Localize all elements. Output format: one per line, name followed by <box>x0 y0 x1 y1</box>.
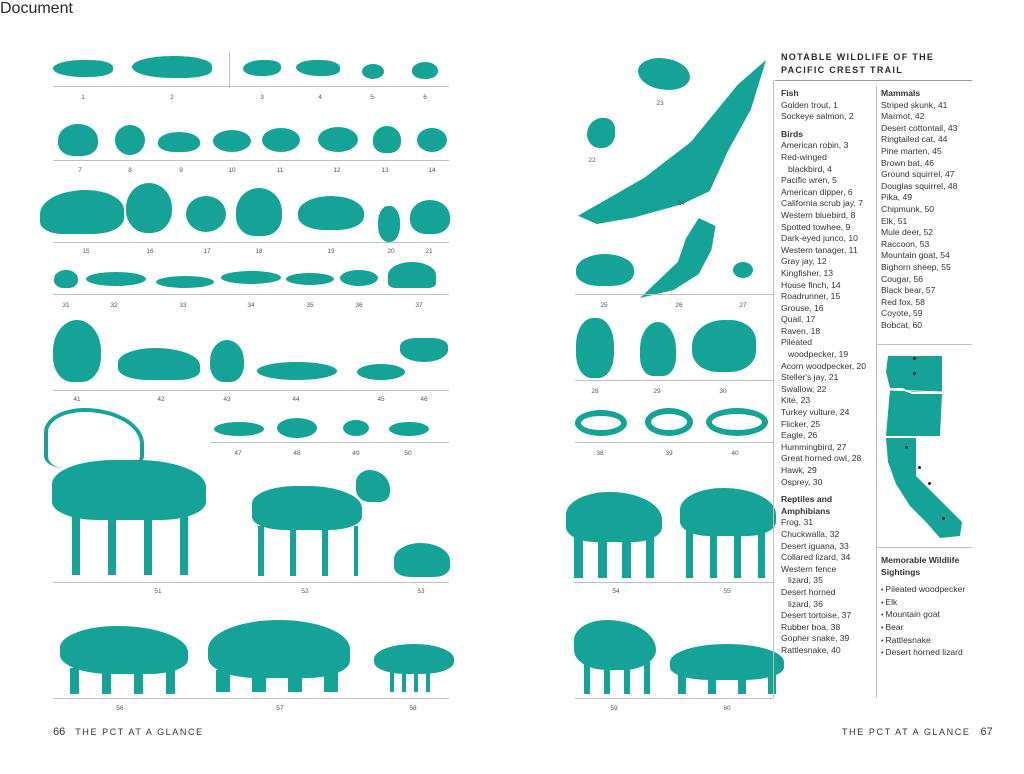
list-item: Gray jay, 12 <box>781 256 827 267</box>
list-item: Steller's jay, 21 <box>781 372 839 383</box>
page-title: NOTABLE WILDLIFE OF THE PACIFIC CREST TRAIL <box>781 52 935 75</box>
sighting-item: • Rattlesnake <box>881 635 969 648</box>
figure-number: 59 <box>610 705 618 712</box>
douglas-squirrel-silhouette <box>277 418 317 438</box>
marmot-silhouette <box>118 348 200 380</box>
tanager-silhouette <box>262 128 300 152</box>
right-page-number: 67 <box>980 726 993 738</box>
list-item: Grouse, 16 <box>781 302 824 313</box>
list-item: American dipper, 6 <box>781 186 853 197</box>
list-item: Bobcat, 60 <box>881 319 923 330</box>
elk-legs-silhouette <box>72 515 190 575</box>
right-footer <box>842 726 1003 738</box>
figure-number: 43 <box>223 396 231 403</box>
pika-silhouette <box>343 420 369 436</box>
list-item: Collared lizard, 34 <box>781 552 851 563</box>
list-item: Gopher snake, 39 <box>781 633 850 644</box>
ringtailed-cat-silhouette <box>257 362 337 380</box>
figure-number: 45 <box>377 396 385 403</box>
american-dipper-silhouette <box>412 62 438 79</box>
list-item: Coyote, 59 <box>881 308 923 319</box>
horned-lizard-silhouette <box>340 270 378 286</box>
brown-bat-silhouette <box>400 338 448 362</box>
figure-number: 27 <box>739 302 747 309</box>
figure-number: 19 <box>327 248 335 255</box>
list-item: Douglas squirrel, 48 <box>881 180 958 191</box>
birds-heading: Birds <box>781 128 803 139</box>
figure-number: 25 <box>600 302 608 309</box>
figure-number: 10 <box>228 167 236 174</box>
list-item: Pika, 49 <box>881 192 913 203</box>
figure-number: 6 <box>423 94 427 101</box>
figure-number: 18 <box>255 248 263 255</box>
list-item: House finch, 14 <box>781 279 841 290</box>
figure-number: 23 <box>656 100 664 107</box>
left-running-head: THE PCT AT A GLANCE <box>75 727 204 737</box>
figure-number: 2 <box>170 94 174 101</box>
american-robin-silhouette <box>243 60 281 76</box>
list-item: Pileated <box>781 337 813 348</box>
figure-number: 8 <box>128 167 132 174</box>
figure-number: 30 <box>719 388 727 395</box>
list-item: Western tanager, 11 <box>781 244 858 255</box>
figure-number: 55 <box>723 588 731 595</box>
figure-number: 52 <box>301 588 309 595</box>
desert-iguana-silhouette <box>156 276 214 288</box>
list-item: Eagle, 26 <box>781 430 818 441</box>
figure-number: 13 <box>381 167 389 174</box>
list-item: Acorn woodpecker, 20 <box>781 360 867 371</box>
pacific-wren-silhouette <box>362 64 384 79</box>
list-item: Black bear, 57 <box>881 285 936 296</box>
figure-number: 11 <box>276 167 284 174</box>
mule-deer-silhouette <box>252 486 362 530</box>
oregon-state <box>886 390 942 436</box>
list-item: Hummingbird, 27 <box>781 441 847 452</box>
list-item: Raccoon, 53 <box>881 238 930 249</box>
figure-number: 54 <box>612 588 620 595</box>
list-item: Desert iguana, 33 <box>781 540 849 551</box>
figure-number: 33 <box>179 302 187 309</box>
figure-number: 15 <box>82 248 90 255</box>
list-item: Quail, 17 <box>781 314 816 325</box>
ground-squirrel-silhouette <box>214 422 264 436</box>
list-item: blackbird, 4 <box>788 163 832 174</box>
list-item: lizard, 35 <box>788 575 823 586</box>
black-bear-legs-silhouette <box>216 670 340 692</box>
figure-number: 41 <box>73 396 81 403</box>
mountain-goat-silhouette <box>566 492 662 542</box>
sightings-list <box>881 584 969 660</box>
quail-silhouette <box>186 196 226 232</box>
figure-number: 49 <box>352 450 360 457</box>
list-item: Desert horned <box>781 586 836 597</box>
figure-number: 35 <box>306 302 314 309</box>
cougar-silhouette <box>60 626 188 674</box>
list-item: Bighorn sheep, 55 <box>881 261 951 272</box>
list-item: Elk, 51 <box>881 215 908 226</box>
list-item: Chipmunk, 50 <box>881 203 935 214</box>
list-item: Marmot, 42 <box>881 111 925 122</box>
mammals-list <box>881 100 977 332</box>
sighting-marker <box>928 482 931 485</box>
sighting-marker <box>913 357 916 360</box>
pct-states-map <box>882 352 972 542</box>
wildlife-list-column-2 <box>881 88 977 331</box>
figure-number: 17 <box>203 248 211 255</box>
sighting-item: • Elk <box>881 597 969 610</box>
collared-lizard-silhouette <box>221 271 281 284</box>
sightings-heading: Memorable Wildlife Sightings <box>881 555 960 577</box>
figure-number: 24 <box>677 200 685 207</box>
list-item: woodpecker, 19 <box>788 349 849 360</box>
red-fox-legs-silhouette <box>390 670 436 692</box>
bobcat-legs-silhouette <box>678 674 778 694</box>
reptiles-heading: Reptiles and Amphibians <box>781 494 833 516</box>
mammals-heading: Mammals <box>881 88 921 98</box>
cougar-legs-silhouette <box>70 668 180 694</box>
list-item: Kite, 23 <box>781 395 811 406</box>
fish-list <box>781 100 875 123</box>
left-footer <box>53 726 204 738</box>
mountain-goat-legs-silhouette <box>574 536 654 578</box>
mule-deer-legs-silhouette <box>258 526 358 576</box>
figure-number: 1 <box>81 94 85 101</box>
list-item: Flicker, 25 <box>781 418 821 429</box>
list-item: Swallow, 22 <box>781 383 827 394</box>
figure-number: 31 <box>62 302 70 309</box>
junco-silhouette <box>213 130 251 152</box>
sighting-marker <box>913 372 916 375</box>
list-item: Spotted towhee, 9 <box>781 221 851 232</box>
sighting-marker <box>905 446 908 449</box>
raven-silhouette <box>236 188 282 236</box>
list-item: American robin, 3 <box>781 140 849 151</box>
great-horned-owl-silhouette <box>576 318 614 378</box>
list-item: Cougar, 56 <box>881 273 924 284</box>
figure-number: 28 <box>591 388 599 395</box>
mule-deer-head-silhouette <box>356 470 390 502</box>
figure-number: 12 <box>333 167 341 174</box>
figure-number: 5 <box>370 94 374 101</box>
kingfisher-silhouette <box>373 126 401 153</box>
list-item: Frog, 31 <box>781 517 814 528</box>
list-item: Great horned owl, 28 <box>781 453 862 464</box>
chipmunk-silhouette <box>389 422 429 436</box>
sighting-item: • Mountain goat <box>881 609 969 622</box>
figure-number: 46 <box>420 396 428 403</box>
list-item: Striped skunk, 41 <box>881 99 948 110</box>
flicker-silhouette <box>576 254 634 286</box>
stellers-jay-silhouette <box>410 200 450 234</box>
hummingbird-silhouette <box>733 262 753 278</box>
fish-heading: Fish <box>781 88 799 98</box>
figure-number: 38 <box>596 450 604 457</box>
towhee-silhouette <box>158 132 200 152</box>
sockeye-salmon-silhouette <box>132 56 212 78</box>
list-item: Sockeye salmon, 2 <box>781 111 854 122</box>
wildlife-list-column-1 <box>781 88 875 657</box>
figure-number: 16 <box>146 248 154 255</box>
figure-number: 21 <box>425 248 433 255</box>
figure-number: 57 <box>276 705 284 712</box>
list-item: Ringtailed cat, 44 <box>881 134 948 145</box>
bighorn-sheep-legs-silhouette <box>686 530 768 578</box>
elk-silhouette <box>52 460 206 520</box>
list-item: Roadrunner, 15 <box>781 291 841 302</box>
acorn-woodpecker-silhouette <box>378 206 400 242</box>
frog-silhouette <box>54 270 78 288</box>
gopher-snake-silhouette <box>645 408 693 436</box>
pine-marten-silhouette <box>357 364 405 380</box>
california-state <box>886 438 962 538</box>
figure-number: 40 <box>731 450 739 457</box>
elk-antlers-silhouette <box>44 408 144 468</box>
list-item: Kingfisher, 13 <box>781 267 834 278</box>
rattlesnake-silhouette <box>706 408 768 436</box>
figure-number: 26 <box>675 302 683 309</box>
list-item: Pine marten, 45 <box>881 145 942 156</box>
figure-number: 34 <box>247 302 255 309</box>
sighting-marker <box>942 517 945 520</box>
sighting-item: • Desert horned lizard <box>881 647 969 660</box>
figure-number: 42 <box>157 396 165 403</box>
list-item: California scrub jay, 7 <box>781 198 863 209</box>
list-item: Red fox, 58 <box>881 296 925 307</box>
list-item: Western fence <box>781 563 837 574</box>
hawk-silhouette <box>640 322 676 376</box>
figure-number: 60 <box>723 705 731 712</box>
memorable-sightings <box>881 555 969 660</box>
cottontail-silhouette <box>210 340 244 382</box>
birds-list <box>781 140 875 488</box>
figure-number: 32 <box>110 302 118 309</box>
osprey-silhouette <box>692 320 756 372</box>
list-item: Western bluebird, 8 <box>781 209 856 220</box>
right-running-head: THE PCT AT A GLANCE <box>842 727 971 737</box>
figure-number: 53 <box>417 588 425 595</box>
figure-number: 37 <box>415 302 423 309</box>
swallow-silhouette <box>587 118 615 148</box>
figure-number: 7 <box>78 167 82 174</box>
list-item: Ground squirrel, 47 <box>881 169 955 180</box>
desert-tortoise-silhouette <box>388 262 436 288</box>
golden-trout-silhouette <box>53 60 113 77</box>
eagle-silhouette <box>640 218 724 298</box>
list-item: Chuckwalla, 32 <box>781 528 840 539</box>
list-item: Dark-eyed junco, 10 <box>781 233 858 244</box>
figure-number: 44 <box>292 396 300 403</box>
figure-number: 39 <box>665 450 673 457</box>
sighting-item: • Bear <box>881 622 969 635</box>
figure-number: 48 <box>293 450 301 457</box>
list-item: Pacific wren, 5 <box>781 175 837 186</box>
pileated-woodpecker-silhouette <box>298 196 364 230</box>
figure-number: 29 <box>653 388 661 395</box>
rubber-boa-silhouette <box>575 410 627 436</box>
figure-number: 14 <box>428 167 436 174</box>
reptiles-list <box>781 517 875 656</box>
figure-number: 36 <box>355 302 363 309</box>
list-item: Turkey vulture, 24 <box>781 407 850 418</box>
figure-number: 56 <box>116 705 124 712</box>
list-item: Rattlesnake, 40 <box>781 644 841 655</box>
raccoon-silhouette <box>394 543 450 577</box>
figure-number: 3 <box>260 94 264 101</box>
list-item: Rubber boa, 38 <box>781 621 841 632</box>
chuckwalla-silhouette <box>86 272 146 286</box>
list-item: Hawk, 29 <box>781 465 817 475</box>
list-item: Mule deer, 52 <box>881 227 934 238</box>
figure-number: 9 <box>179 167 183 174</box>
list-item: Brown bat, 46 <box>881 157 935 168</box>
list-item: Desert cottontail, 43 <box>881 122 958 133</box>
red-winged-blackbird-silhouette <box>296 60 340 76</box>
list-item: Red-winged <box>781 151 827 162</box>
figure-number: 4 <box>318 94 322 101</box>
list-item: Desert tortoise, 37 <box>781 610 852 621</box>
gray-jay-silhouette <box>318 127 358 152</box>
figure-number: 58 <box>409 705 417 712</box>
house-finch-silhouette <box>417 128 447 152</box>
bighorn-sheep-silhouette <box>680 488 776 536</box>
left-page-number: 66 <box>53 726 66 738</box>
sighting-item: • Pileated woodpecker <box>881 584 969 597</box>
figure-number: 20 <box>387 248 395 255</box>
grouse-silhouette <box>126 183 172 233</box>
fence-lizard-silhouette <box>286 273 334 285</box>
coyote-legs-silhouette <box>584 662 650 694</box>
scrub-jay-silhouette <box>58 124 98 156</box>
figure-number: 50 <box>404 450 412 457</box>
figure-number: 51 <box>154 588 162 595</box>
roadrunner-silhouette <box>40 190 124 234</box>
list-item: Raven, 18 <box>781 325 821 336</box>
list-item: Mountain goat, 54 <box>881 250 950 261</box>
list-item: Osprey, 30 <box>781 476 823 487</box>
figure-number: 22 <box>588 157 596 164</box>
bluebird-silhouette <box>115 125 145 155</box>
list-item: lizard, 36 <box>788 598 823 609</box>
kite-silhouette <box>638 58 690 90</box>
list-item: Golden trout, 1 <box>781 99 838 110</box>
sighting-marker <box>918 466 921 469</box>
striped-skunk-silhouette <box>53 320 101 382</box>
figure-number: 47 <box>234 450 242 457</box>
